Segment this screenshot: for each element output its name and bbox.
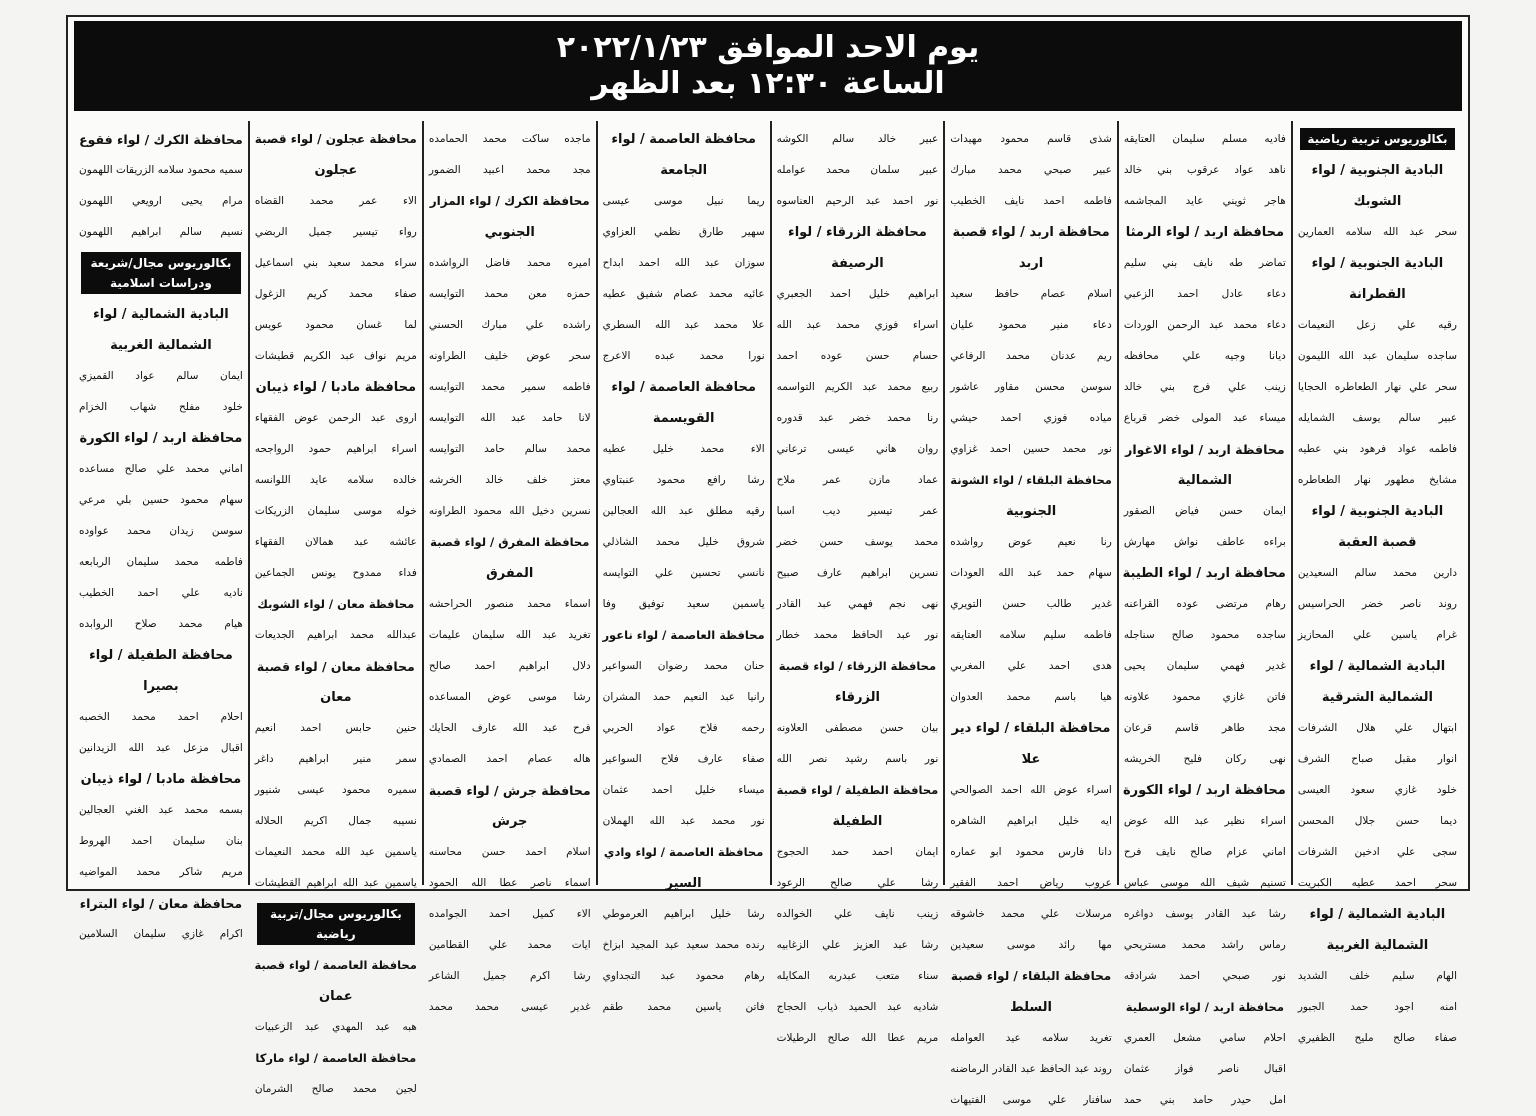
region-heading: محافظة معان / لواء قصبة	[256, 659, 415, 674]
region-heading: محافظة الكرك / لواء فقوع	[79, 132, 243, 147]
name-entry: عبير صبحي محمد مبارك	[950, 164, 1112, 176]
name-entry: شذى قاسم محمود مهيدات	[950, 133, 1112, 145]
name-entry: ميساء عبد المولى خضر قرباع	[1123, 412, 1286, 424]
region-heading: اربد	[1018, 256, 1044, 271]
name-entry: ساجده سليمان عبد الله الليمون	[1297, 350, 1457, 362]
name-entry: غدير عيسى محمد محمد	[428, 1001, 591, 1013]
column-4	[770, 121, 944, 1044]
name-entry: سهير طارق نظمي العزاوي	[602, 226, 765, 238]
name-entry: نسيبه جمال اكريم الحلاله	[254, 815, 417, 827]
name-entry: براءه عاطف نواش مهارش	[1123, 536, 1286, 548]
name-entry: سحر عوض خليف الطراونه	[428, 350, 591, 362]
name-entry: عائيه محمد عصام شفيق عطيه	[602, 288, 765, 300]
region-heading: محافظة البلقاء / لواء دير	[951, 721, 1111, 736]
name-entry: رواء تيسير جميل الربضي	[254, 226, 417, 238]
name-entry: مرسلات علي محمد خاشوقه	[950, 908, 1112, 920]
region-heading: عمان	[319, 989, 353, 1004]
name-entry: سجى علي ادخين الشرفات	[1297, 846, 1457, 858]
name-entry: ايه خليل ابراهيم الشاهره	[950, 815, 1112, 827]
region-heading: محافظة جرش / لواء قصبة	[428, 783, 591, 798]
name-entry: فرح عبد الله عارف الحايك	[428, 722, 591, 734]
name-entry: بنان سليمان احمد الهروط	[79, 835, 243, 847]
name-entry: رماس راشد محمد مستريحي	[1123, 939, 1286, 951]
name-entry: مياده فوزي احمد حيشي	[950, 412, 1112, 424]
name-entry: عائشه عبد همالان الفقهاء	[254, 536, 417, 548]
name-entry: رقيه علي زعل النعيمات	[1297, 319, 1457, 331]
name-entry: ديانا وجيه علي محافظه	[1123, 350, 1286, 362]
region-heading: محافظة اربد / لواء الاغوار	[1125, 442, 1285, 457]
region-heading: محافظة اربد / لواء الوسطية	[1125, 1000, 1284, 1014]
name-entry: عبير سالم يوسف الشمايله	[1297, 412, 1457, 424]
region-heading: الشوبك	[1353, 194, 1402, 209]
name-entry: اماني محمد علي صالح مساعده	[79, 463, 243, 475]
name-entry: فاديه مسلم سليمان العتايقه	[1123, 133, 1286, 145]
name-entry: لجين محمد صالح الشرمان	[254, 1083, 417, 1095]
column-3	[943, 121, 1117, 1106]
name-entry: هاجر ثويني عايد المجاشمه	[1123, 195, 1286, 207]
name-entry: رهام محمود عبد التجداوي	[602, 970, 765, 982]
name-entry: نسرين دخيل الله محمود الطراونه	[428, 505, 591, 517]
region-heading: الجنوبي	[484, 225, 535, 240]
name-entry: راشده علي مبارك الحسني	[428, 319, 591, 331]
region-heading: محافظة الطفيلة / لواء	[89, 648, 233, 663]
name-entry: محمد يوسف حسن خضر	[776, 536, 939, 548]
name-entry: ربيع محمد عبد الكريم التواسمه	[776, 381, 939, 393]
name-entry: رشا عبد القادر يوسف دواغره	[1123, 908, 1286, 920]
name-entry: اسراء عوض الله احمد الصوالحي	[950, 784, 1112, 796]
name-entry: عروب رياض احمد الفقير	[950, 877, 1112, 889]
region-heading: البادية الجنوبية / لواء	[1311, 163, 1444, 178]
name-entry: خالده سلامه عايد اللوانسه	[254, 474, 417, 486]
name-entry: مجد طاهر قاسم قرعان	[1123, 722, 1286, 734]
name-entry: ايمان سالم عواد القميزي	[79, 370, 243, 382]
region-heading: القويسمة	[652, 411, 715, 426]
name-entry: غرام ياسين علي المحازيز	[1297, 629, 1457, 641]
name-entry: رشا عبد العزيز علي الزغابيه	[776, 939, 939, 951]
column-1	[1291, 121, 1462, 1044]
name-entry: ديما حسن جلال المحسن	[1297, 815, 1457, 827]
name-entry: فاتن ياسين محمد طقم	[602, 1001, 765, 1013]
name-entry: رنا محمد خضر عبد قدوره	[776, 412, 939, 424]
name-entry: رقيه مطلق عبد الله العجالين	[602, 505, 765, 517]
region-heading: محافظة اربد / لواء الرمثا	[1125, 225, 1285, 240]
name-entry: روان هاني عيسى ترعاني	[776, 443, 939, 455]
name-entry: محمد سالم حامد التوايسه	[428, 443, 591, 455]
region-heading: علا	[1021, 752, 1041, 767]
name-entry: حسام حسن عوده احمد	[776, 350, 939, 362]
region-heading: محافظة اربد / لواء قصبة	[952, 225, 1110, 240]
name-entry: بيان حسن مصطفى العلاونه	[776, 722, 939, 734]
name-entry: نسيم سالم ابراهيم اللهمون	[79, 226, 243, 238]
region-heading: الزرقاء	[834, 690, 880, 705]
name-entry: مريم نواف عبد الكريم قطيشات	[254, 350, 417, 362]
name-entry: زينب نايف علي الخوالده	[776, 908, 939, 920]
name-entry: ابتهال علي هلال الشرفات	[1297, 722, 1457, 734]
region-heading: الجامعة	[660, 163, 708, 178]
name-entry: الاء محمد خليل عطيه	[602, 443, 765, 455]
name-entry: اسراء نظير عبد الله عوض	[1123, 815, 1286, 827]
name-entry: تغريد عبد الله سليمان عليمات	[428, 629, 591, 641]
region-heading: الشمالية الشرقية	[1321, 690, 1433, 705]
region-heading: المفرق	[486, 566, 534, 581]
banner-date-line: يوم الاحد الموافق ٢٠٢٢/١/٢٣	[556, 30, 980, 65]
name-entry: نهى ركان فليح الخريشه	[1123, 753, 1286, 765]
name-entry: الاء عمر محمد القضاه	[254, 195, 417, 207]
region-heading: محافظة العاصمة / لواء ماركا	[255, 1051, 417, 1065]
region-heading: محافظة الطفيلة / لواء قصبة	[776, 783, 939, 797]
banner-time-line: الساعة ١٢:٣٠ بعد الظهر	[591, 66, 945, 101]
name-entry: اسلام عصام حافظ سعيد	[950, 288, 1112, 300]
section-title-box: بكالوريوس تربية رياضية	[1300, 128, 1455, 150]
name-entry: رنا نعيم عوض رواشده	[950, 536, 1112, 548]
region-heading: محافظة اربد / لواء الكورة	[1122, 783, 1286, 798]
name-entry: رشا اكرم جميل الشاعر	[428, 970, 591, 982]
name-entry: فاطمه عواد فرهود بني عطيه	[1297, 443, 1457, 455]
name-entry: ريم عدنان محمد الرفاعي	[950, 350, 1112, 362]
name-entry: لانا حامد عبد الله التوايسه	[428, 412, 591, 424]
name-entry: سحر عبد الله سلامه العمارين	[1297, 226, 1457, 238]
region-heading: عجلون	[314, 163, 358, 178]
region-heading: البادية الشمالية / لواء	[1309, 659, 1446, 674]
name-entry: سراء محمد سعيد بني اسماعيل	[254, 257, 417, 269]
name-entry: حمزه معن محمد التوايسه	[428, 288, 591, 300]
region-heading: الشمالية الغربية	[1326, 938, 1429, 953]
name-entry: سحر علي نهار الطعاطره الحجايا	[1297, 381, 1457, 393]
region-heading: محافظة اربد / لواء الكورة	[79, 431, 243, 446]
name-entry: اكرام غازي سليمان السلامين	[79, 928, 243, 940]
name-entry: دارين محمد سالم السعيدين	[1297, 567, 1457, 579]
name-entry: سوزان عبد الله احمد ابداح	[602, 257, 765, 269]
region-heading: محافظة المفرق / لواء قصبة	[430, 535, 590, 549]
name-entry: تسنيم شيف الله موسى عباس	[1123, 877, 1286, 889]
name-entry: خلود مفلح شهاب الخزام	[79, 401, 243, 413]
name-entry: رانيا عبد النعيم حمد المشران	[602, 691, 765, 703]
name-entry: علا محمد عبد الله السطري	[602, 319, 765, 331]
name-entry: ابراهيم خليل احمد الجعبري	[776, 288, 939, 300]
region-heading: الطفيلة	[832, 814, 883, 829]
name-entry: سافنار علي موسى الفتيهات	[950, 1094, 1112, 1106]
name-entry: معتز خلف خالد الخرشه	[428, 474, 591, 486]
name-entry: اسماء ناصر عطا الله الحمود	[428, 877, 591, 889]
name-entry: اسراء فوزي محمد عبد الله	[776, 319, 939, 331]
region-heading: البادية الشمالية / لواء	[93, 307, 229, 322]
region-heading: محافظة البلقاء / لواء قصبة	[950, 969, 1112, 983]
region-heading: محافظة مادبا / لواء ذيبان	[80, 772, 242, 787]
name-entry: سميه محمود سلامه الزريقات اللهمون	[79, 164, 243, 176]
name-entry: فداء ممدوح يونس الجماعين	[254, 567, 417, 579]
name-entry: اماني عزام صالح نايف فرح	[1123, 846, 1286, 858]
name-entry: ميساء خليل احمد عثمان	[602, 784, 765, 796]
name-entry: رحمه فلاح عواد الحربي	[602, 722, 765, 734]
name-entry: ساجده محمود صالح سناجله	[1123, 629, 1286, 641]
name-entry: دلال ابراهيم احمد صالح	[428, 660, 591, 672]
name-entry: صفاء محمد كريم الزغول	[254, 288, 417, 300]
name-entry: سميره محمود عيسى شنيور	[254, 784, 417, 796]
region-heading: محافظة الكرك / لواء المزار	[429, 194, 590, 208]
name-entry: دعاء محمد عبد الرحمن الوردات	[1123, 319, 1286, 331]
name-entry: ماجده ساكت محمد الحمامده	[428, 133, 591, 145]
section-title-box: بكالوريوس مجال/تربية رياضية	[257, 903, 415, 945]
name-entry: دعاء عادل احمد الزعبي	[1123, 288, 1286, 300]
name-entry: ريما نبيل موسى عيسى	[602, 195, 765, 207]
name-entry: امل حيدر حامد بني حمد	[1123, 1094, 1286, 1106]
name-entry: غدير فهمي سليمان يحيى	[1123, 660, 1286, 672]
name-entry: نانسي تحسين علي التوايسه	[602, 567, 765, 579]
name-entry: روند عبد الحافظ عبد القادر الرماضنه	[950, 1063, 1112, 1075]
name-entry: نسرين ابراهيم عارف صبيح	[776, 567, 939, 579]
name-entry: سمر منير ابراهيم داغر	[254, 753, 417, 765]
name-entry: صفاء عارف فلاح السواعير	[602, 753, 765, 765]
name-entry: سحر احمد عطيه الكبريت	[1297, 877, 1457, 889]
name-entry: اروى عبد الرحمن عوض الفقهاء	[254, 412, 417, 424]
name-entry: مرام يحيى ارويعي اللهمون	[79, 195, 243, 207]
region-heading: السلط	[1010, 1000, 1052, 1015]
region-heading: البادية الشمالية / لواء	[1309, 907, 1446, 922]
name-entry: ياسمين عبد الله محمد النعيمات	[254, 846, 417, 858]
name-entry: اسلام احمد حسن محاسنه	[428, 846, 591, 858]
region-heading: محافظة العاصمة / لواء	[611, 132, 756, 147]
region-heading: محافظة مادبا / لواء ذيبان	[255, 380, 417, 395]
section-title-box: بكالوريوس مجال/شريعة ودراسات اسلامية	[81, 252, 241, 294]
name-entry: عماد مازن عمر ملاح	[776, 474, 939, 486]
column-8	[74, 121, 248, 940]
region-heading: الشمالية	[1177, 473, 1232, 488]
name-entry: دانا فارس محمود ابو عماره	[950, 846, 1112, 858]
name-entry: رنده محمد سعيد عبد المجيد ابزاخ	[602, 939, 765, 951]
name-entry: سوسن محسن مقاور عاشور	[950, 381, 1112, 393]
name-entry: احلام احمد محمد الخصبه	[79, 711, 243, 723]
region-heading: الرصيفة	[831, 256, 884, 271]
region-heading: الجنوبية	[1005, 504, 1057, 519]
name-entry: خوله موسى سليمان الزريكات	[254, 505, 417, 517]
name-entry: فاطمه محمد سليمان الربابعه	[79, 556, 243, 568]
region-heading: محافظة الزرقاء / لواء قصبة	[778, 659, 937, 673]
name-entry: اقبال مزعل عبد الله الزيدانين	[79, 742, 243, 754]
name-entry: سوسن زيدان محمد عواوده	[79, 525, 243, 537]
region-heading: محافظة العاصمة / لواء قصبة	[254, 958, 417, 972]
name-entry: ياسمين عبد الله ابراهيم القطيشات	[254, 877, 417, 889]
column-7	[248, 121, 422, 1095]
name-entry: رهام مرتضى عوده القراعنه	[1123, 598, 1286, 610]
name-entry: نهى نجم فهمي عبد القادر	[776, 598, 939, 610]
name-entry: الاء كميل احمد الجوامده	[428, 908, 591, 920]
name-entry: امنه اجود حمد الجبور	[1297, 1001, 1457, 1013]
name-entry: رشا موسى عوض المساعده	[428, 691, 591, 703]
name-entry: اسماء محمد منصور الحراحشه	[428, 598, 591, 610]
name-entry: نور عبد الحافظ محمد خطار	[776, 629, 939, 641]
region-heading: محافظة البلقاء / لواء الشونة	[950, 473, 1112, 487]
name-entry: شاديه عبد الحميد ذياب الحجاج	[776, 1001, 939, 1013]
name-entry: عبير خالد سالم الكوشه	[776, 133, 939, 145]
name-entry: فاطمه سمير محمد التوايسه	[428, 381, 591, 393]
name-entry: مها رائد موسى سعيدين	[950, 939, 1112, 951]
name-entry: احلام سامي مشعل العمري	[1123, 1032, 1286, 1044]
column-6	[422, 121, 596, 1013]
region-heading: معان	[320, 690, 352, 705]
name-entry: تغريد سلامه عيد العوامله	[950, 1032, 1112, 1044]
name-entry: سناء متعب عبدربه المكايله	[776, 970, 939, 982]
region-heading: قصبة العقبة	[1338, 535, 1417, 550]
name-entry: ايمان احمد حمد الحجوج	[776, 846, 939, 858]
name-entry: اسراء ابراهيم حمود الرواجحه	[254, 443, 417, 455]
name-entry: رشا علي صالح الرعود	[776, 877, 939, 889]
name-entry: عمر تيسير ديب اسبا	[776, 505, 939, 517]
region-heading: محافظة اربد / لواء الطيبة	[1122, 566, 1286, 581]
region-heading: جرش	[492, 814, 528, 829]
name-entry: غدير طالب حسن التويري	[950, 598, 1112, 610]
region-heading: محافظة العاصمة / لواء	[611, 380, 756, 395]
region-heading: القطرانة	[1349, 287, 1406, 302]
name-entry: نور محمد عبد الله الهملان	[602, 815, 765, 827]
name-entry: مجد محمد اعبيد الضمور	[428, 164, 591, 176]
name-entry: نورا محمد عبده الاعرج	[602, 350, 765, 362]
name-entry: مشايخ مطهور نهار الطعاطره	[1297, 474, 1457, 486]
name-entry: تماضر طه نايف بني سليم	[1123, 257, 1286, 269]
column-2	[1117, 121, 1291, 1106]
name-entry: نور احمد عبد الرحيم العناسوه	[776, 195, 939, 207]
name-entry: ايمان حسن فياض الصقور	[1123, 505, 1286, 517]
name-entry: خلود غازي سعود العيسى	[1297, 784, 1457, 796]
name-entry: رشا رافع محمود عنبتاوي	[602, 474, 765, 486]
name-entry: ايات محمد علي القطامين	[428, 939, 591, 951]
region-heading: محافظة الزرقاء / لواء	[788, 225, 927, 240]
name-entry: عبير سلمان محمد عوامله	[776, 164, 939, 176]
name-entry: روند ناصر خضر الحراسيس	[1297, 598, 1457, 610]
name-entry: فاطمه احمد نايف الخطيب	[950, 195, 1112, 207]
name-entry: مريم شاكر محمد المواضيه	[79, 866, 243, 878]
name-entry: مريم عطا الله صالح الرطيلات	[776, 1032, 939, 1044]
name-entry: عبدالله محمد ابراهيم الجديعات	[254, 629, 417, 641]
name-entry: نور محمد حسين احمد غزاوي	[950, 443, 1112, 455]
region-heading: بصيرا	[143, 679, 179, 694]
region-heading: محافظة عجلون / لواء قصبة	[254, 132, 417, 146]
name-entry: نور صبحي احمد شرادقه	[1123, 970, 1286, 982]
name-entry: هيا باسم محمد العدوان	[950, 691, 1112, 703]
name-entry: دعاء منير محمود عليان	[950, 319, 1112, 331]
name-entry: ناديه علي احمد الخطيب	[79, 587, 243, 599]
name-entry: فاتن غازي محمود علاونه	[1123, 691, 1286, 703]
region-heading: محافظة معان / لواء البتراء	[79, 896, 243, 911]
region-heading: محافظة العاصمة / لواء وادي	[603, 845, 764, 859]
name-entry: الهام سليم خلف الشديد	[1297, 970, 1457, 982]
name-entry: حنان محمد رضوان السواعير	[602, 660, 765, 672]
name-entry: اقبال ناصر فواز عثمان	[1123, 1063, 1286, 1075]
column-5	[596, 121, 770, 1013]
name-entry: هاله عصام احمد الصمادي	[428, 753, 591, 765]
name-entry: بسمه محمد عبد الغني العجالين	[79, 804, 243, 816]
region-heading: البادية الجنوبية / لواء	[1311, 256, 1444, 271]
name-entry: رشا خليل ابراهيم العرموطي	[602, 908, 765, 920]
name-entry: هدى احمد علي المغربي	[950, 660, 1112, 672]
name-entry: فاطمه سليم سلامه العتايقه	[950, 629, 1112, 641]
name-entry: ياسمين سعيد توفيق وفا	[602, 598, 765, 610]
name-entry: حنين حابس احمد انعيم	[254, 722, 417, 734]
name-entry: هبه عبد المهدي عبد الزعبيات	[254, 1021, 417, 1033]
name-entry: شروق خليل محمد الشاذلي	[602, 536, 765, 548]
names-grid	[74, 121, 1462, 1106]
name-entry: زينب علي فرج بني خالد	[1123, 381, 1286, 393]
name-entry: اميره محمد فاضل الرواشده	[428, 257, 591, 269]
name-entry: هيام محمد صلاح الروابده	[79, 618, 243, 630]
region-heading: محافظة العاصمة / لواء ناعور	[602, 628, 765, 642]
region-heading: الشمالية الغربية	[110, 338, 212, 353]
name-entry: ناهد عواد عرقوب بني خالد	[1123, 164, 1286, 176]
name-entry: صفاء صالح مليح الظفيري	[1297, 1032, 1457, 1044]
name-entry: نور باسم رشيد نصر الله	[776, 753, 939, 765]
region-heading: البادية الجنوبية / لواء	[1311, 504, 1444, 519]
name-entry: سهام حمد عبد الله العودات	[950, 567, 1112, 579]
region-heading: السير	[665, 876, 702, 891]
name-entry: لما غسان محمود عويس	[254, 319, 417, 331]
name-entry: انوار مقبل صباح الشرف	[1297, 753, 1457, 765]
date-banner	[74, 21, 1462, 111]
name-entry: سهام محمود حسين بلي مرعي	[79, 494, 243, 506]
newspaper-sheet	[66, 15, 1470, 1106]
region-heading: محافظة معان / لواء الشوبك	[257, 597, 415, 611]
